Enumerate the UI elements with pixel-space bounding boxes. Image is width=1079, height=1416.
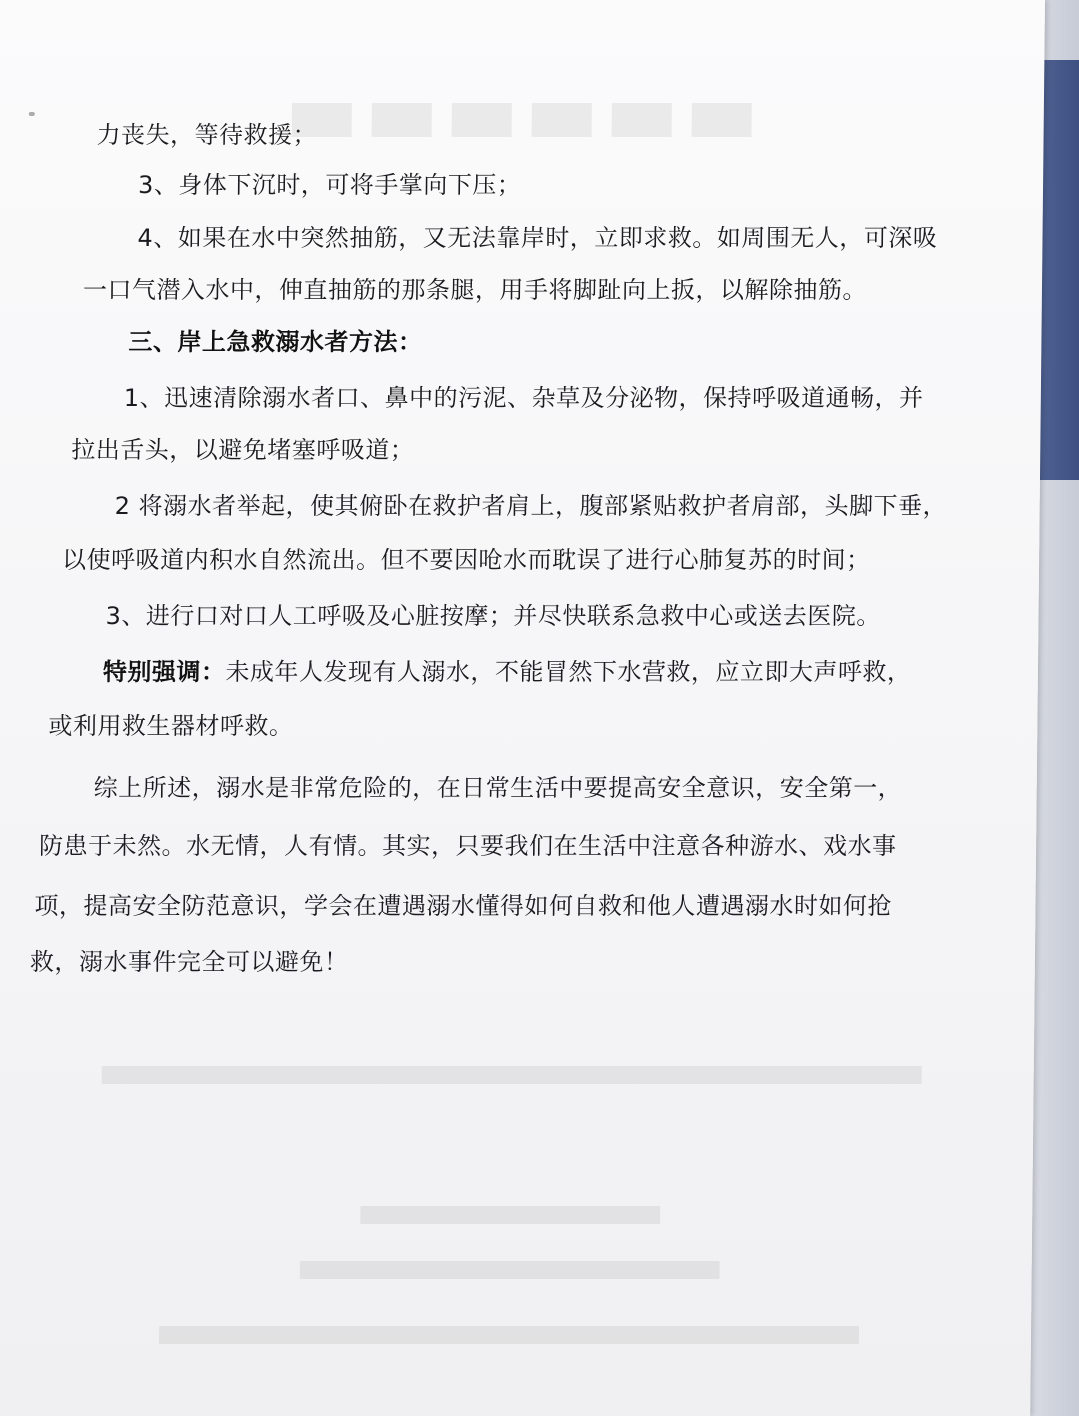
text-line: 以使呼吸道内积水自然流出。但不要因呛水而耽误了进行心肺复苏的时间； [61, 546, 871, 574]
section-heading: 三、岸上急救溺水者方法： [128, 328, 423, 356]
text-line: 4、如果在水中突然抽筋，又无法靠岸时，立即求救。如周围无人，可深吸 [137, 224, 938, 252]
text-line: 防患于未然。水无情，人有情。其实，只要我们在生活中注意各种游水、戏水事 [38, 832, 897, 860]
emphasis-text: 未成年人发现有人溺水，不能冒然下水营救，应立即大声呼救， [225, 658, 912, 686]
text-line: 综上所述，溺水是非常危险的，在日常生活中要提高安全意识，安全第一， [93, 774, 903, 802]
emphasis-label: 特别强调： [102, 658, 226, 686]
text-line: 或利用救生器材呼救。 [48, 712, 294, 740]
text-line: 3、进行口对口人工呼吸及心脏按摩；并尽快联系急救中心或送去医院。 [105, 602, 881, 630]
text-line: 一口气潜入水中，伸直抽筋的那条腿，用手将脚趾向上扳，以解除抽筋。 [82, 276, 868, 304]
bleed-through-shape [0, 1320, 1031, 1350]
text-line: 1、迅速清除溺水者口、鼻中的污泥、杂草及分泌物，保持呼吸道通畅，并 [123, 384, 924, 412]
text-line: 3、身体下沉时，可将手掌向下压； [137, 171, 522, 199]
text-line: 2 将溺水者举起，使其俯卧在救护者肩上，腹部紧贴救护者肩部，头脚下垂， [114, 492, 948, 520]
bleed-through-shape [0, 1255, 1032, 1285]
text-line: 救，溺水事件完全可以避免！ [29, 948, 349, 976]
text-line: 拉出舌头，以避免堵塞呼吸道； [71, 436, 415, 464]
text-line: 项，提高安全防范意识，学会在遭遇溺水懂得如何自救和他人遭遇溺水时如何抢 [34, 892, 893, 920]
text-line: 力丧失，等待救援； [96, 121, 318, 149]
bleed-through-shape [0, 1200, 1032, 1230]
emphasis-paragraph [103, 652, 912, 687]
bleed-through-shape [0, 1060, 1034, 1090]
